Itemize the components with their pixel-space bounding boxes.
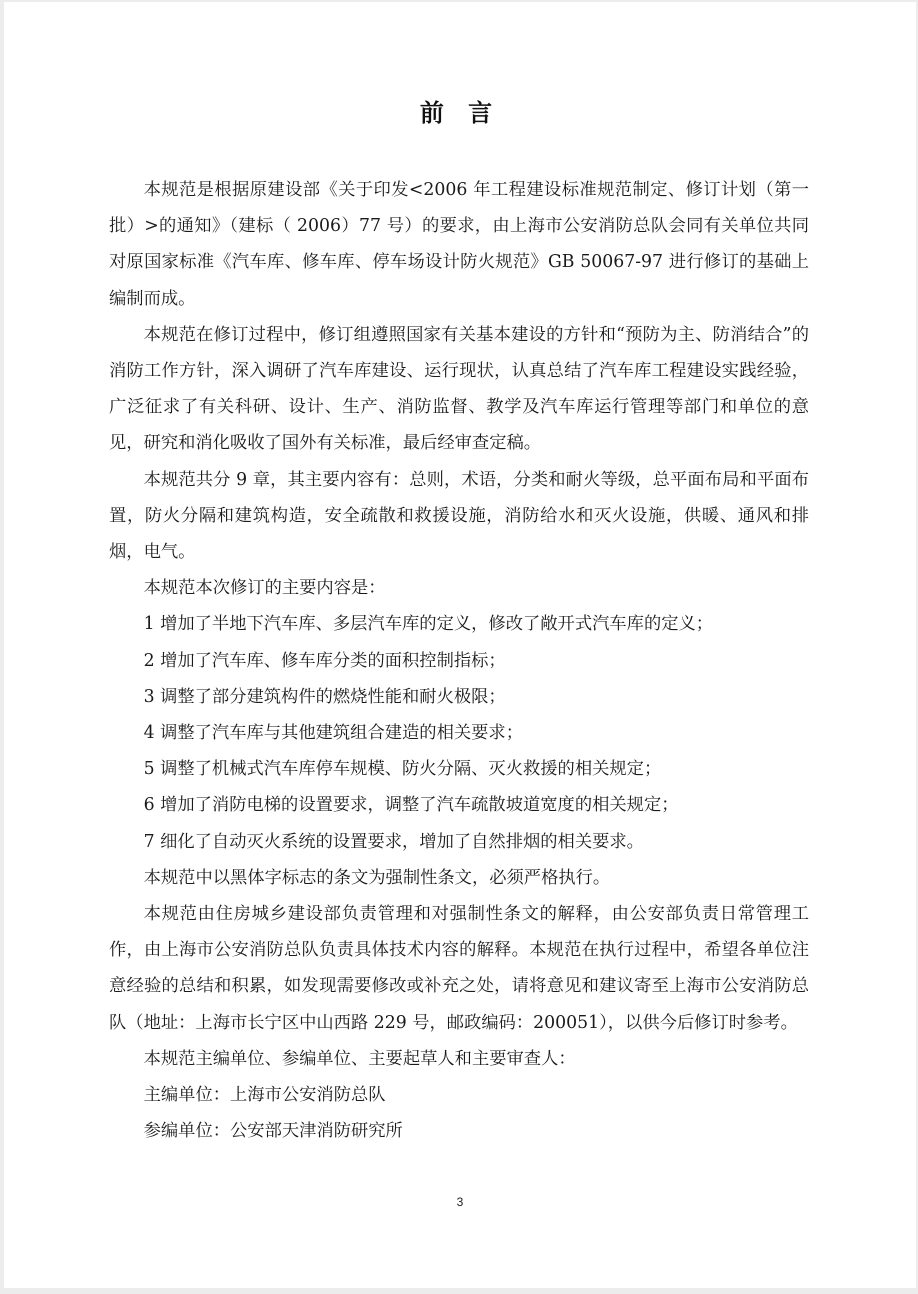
revision-item-4: 4 调整了汽车库与其他建筑组合建造的相关要求； [143,723,523,744]
paragraph-management: 本规范由住房城乡建设部负责管理和对强制性条文的解释，由公安部负责日常管理工作，由上海市公安消防总队负责具体技术内容的解释。本规范在执行过程中，希望各单位注意经验的总结和积累，如发现需要修改或补充之处，请将意见和建议寄至上海市公安消防总队（地址：上海市长宁区中山西路 229 号，邮政编码：200051），以供今后修订时参考。 [109,904,809,1033]
paragraph-chapters: 本规范共分 9 章，其主要内容有：总则，术语，分类和耐火等级，总平面布局和平面布置，防火分隔和建筑构造，安全疏散和救援设施，消防给水和灭火设施，供暖、通风和排烟，电气。 [109,469,809,563]
paragraph-mandatory-clauses: 本规范中以黑体字标志的条文为强制性条文，必须严格执行。 [143,867,611,888]
paragraph-revision-intro: 本规范本次修订的主要内容是： [143,578,386,599]
document-body [109,172,809,1149]
revision-item-7: 7 细化了自动灭火系统的设置要求，增加了自然排烟的相关要求。 [143,831,644,852]
page-number: 3 [456,1195,464,1209]
paragraph-revision-process: 本规范在修订过程中，修订组遵照国家有关基本建设的方针和“预防为主、防消结合”的消防工作方针，深入调研了汽车库建设、运行现状，认真总结了汽车库工程建设实践经验，广泛征求了有关科研、设计、生产、消防监督、教学及汽车库运行管理等部门和单位的意见，研究和消化吸收了国外有关标准，最后经审查定稿。 [109,324,809,454]
revision-item-5: 5 调整了机械式汽车库停车规模、防火分隔、灭火救援的相关规定； [143,759,662,780]
paragraph-basis: 本规范是根据原建设部《关于印发<2006 年工程建设标准规范制定、修订计划（第一批）>的通知》（建标（ 2006）77 号）的要求，由上海市公安消防总队会同有关单位共同对原国家标准《汽车库、修车库、停车场设计防火规范》GB 50067-97 进行修订的基础上编制而成。 [109,180,809,309]
paragraph-chief-editor: 主编单位：上海市公安消防总队 [143,1085,386,1106]
page-title: 前 言 [419,99,501,127]
revision-item-2: 2 增加了汽车库、修车库分类的面积控制指标； [143,650,506,671]
revision-item-6: 6 增加了消防电梯的设置要求，调整了汽车疏散坡道宽度的相关规定； [143,795,679,816]
document-page [4,2,916,1288]
revision-item-3: 3 调整了部分建筑构件的燃烧性能和耐火极限； [143,686,506,707]
revision-item-1: 1 增加了半地下汽车库、多层汽车库的定义，修改了敞开式汽车库的定义； [143,614,714,635]
paragraph-contributors-intro: 本规范主编单位、参编单位、主要起草人和主要审查人： [143,1048,576,1069]
paragraph-participating-unit: 参编单位：公安部天津消防研究所 [143,1121,403,1142]
